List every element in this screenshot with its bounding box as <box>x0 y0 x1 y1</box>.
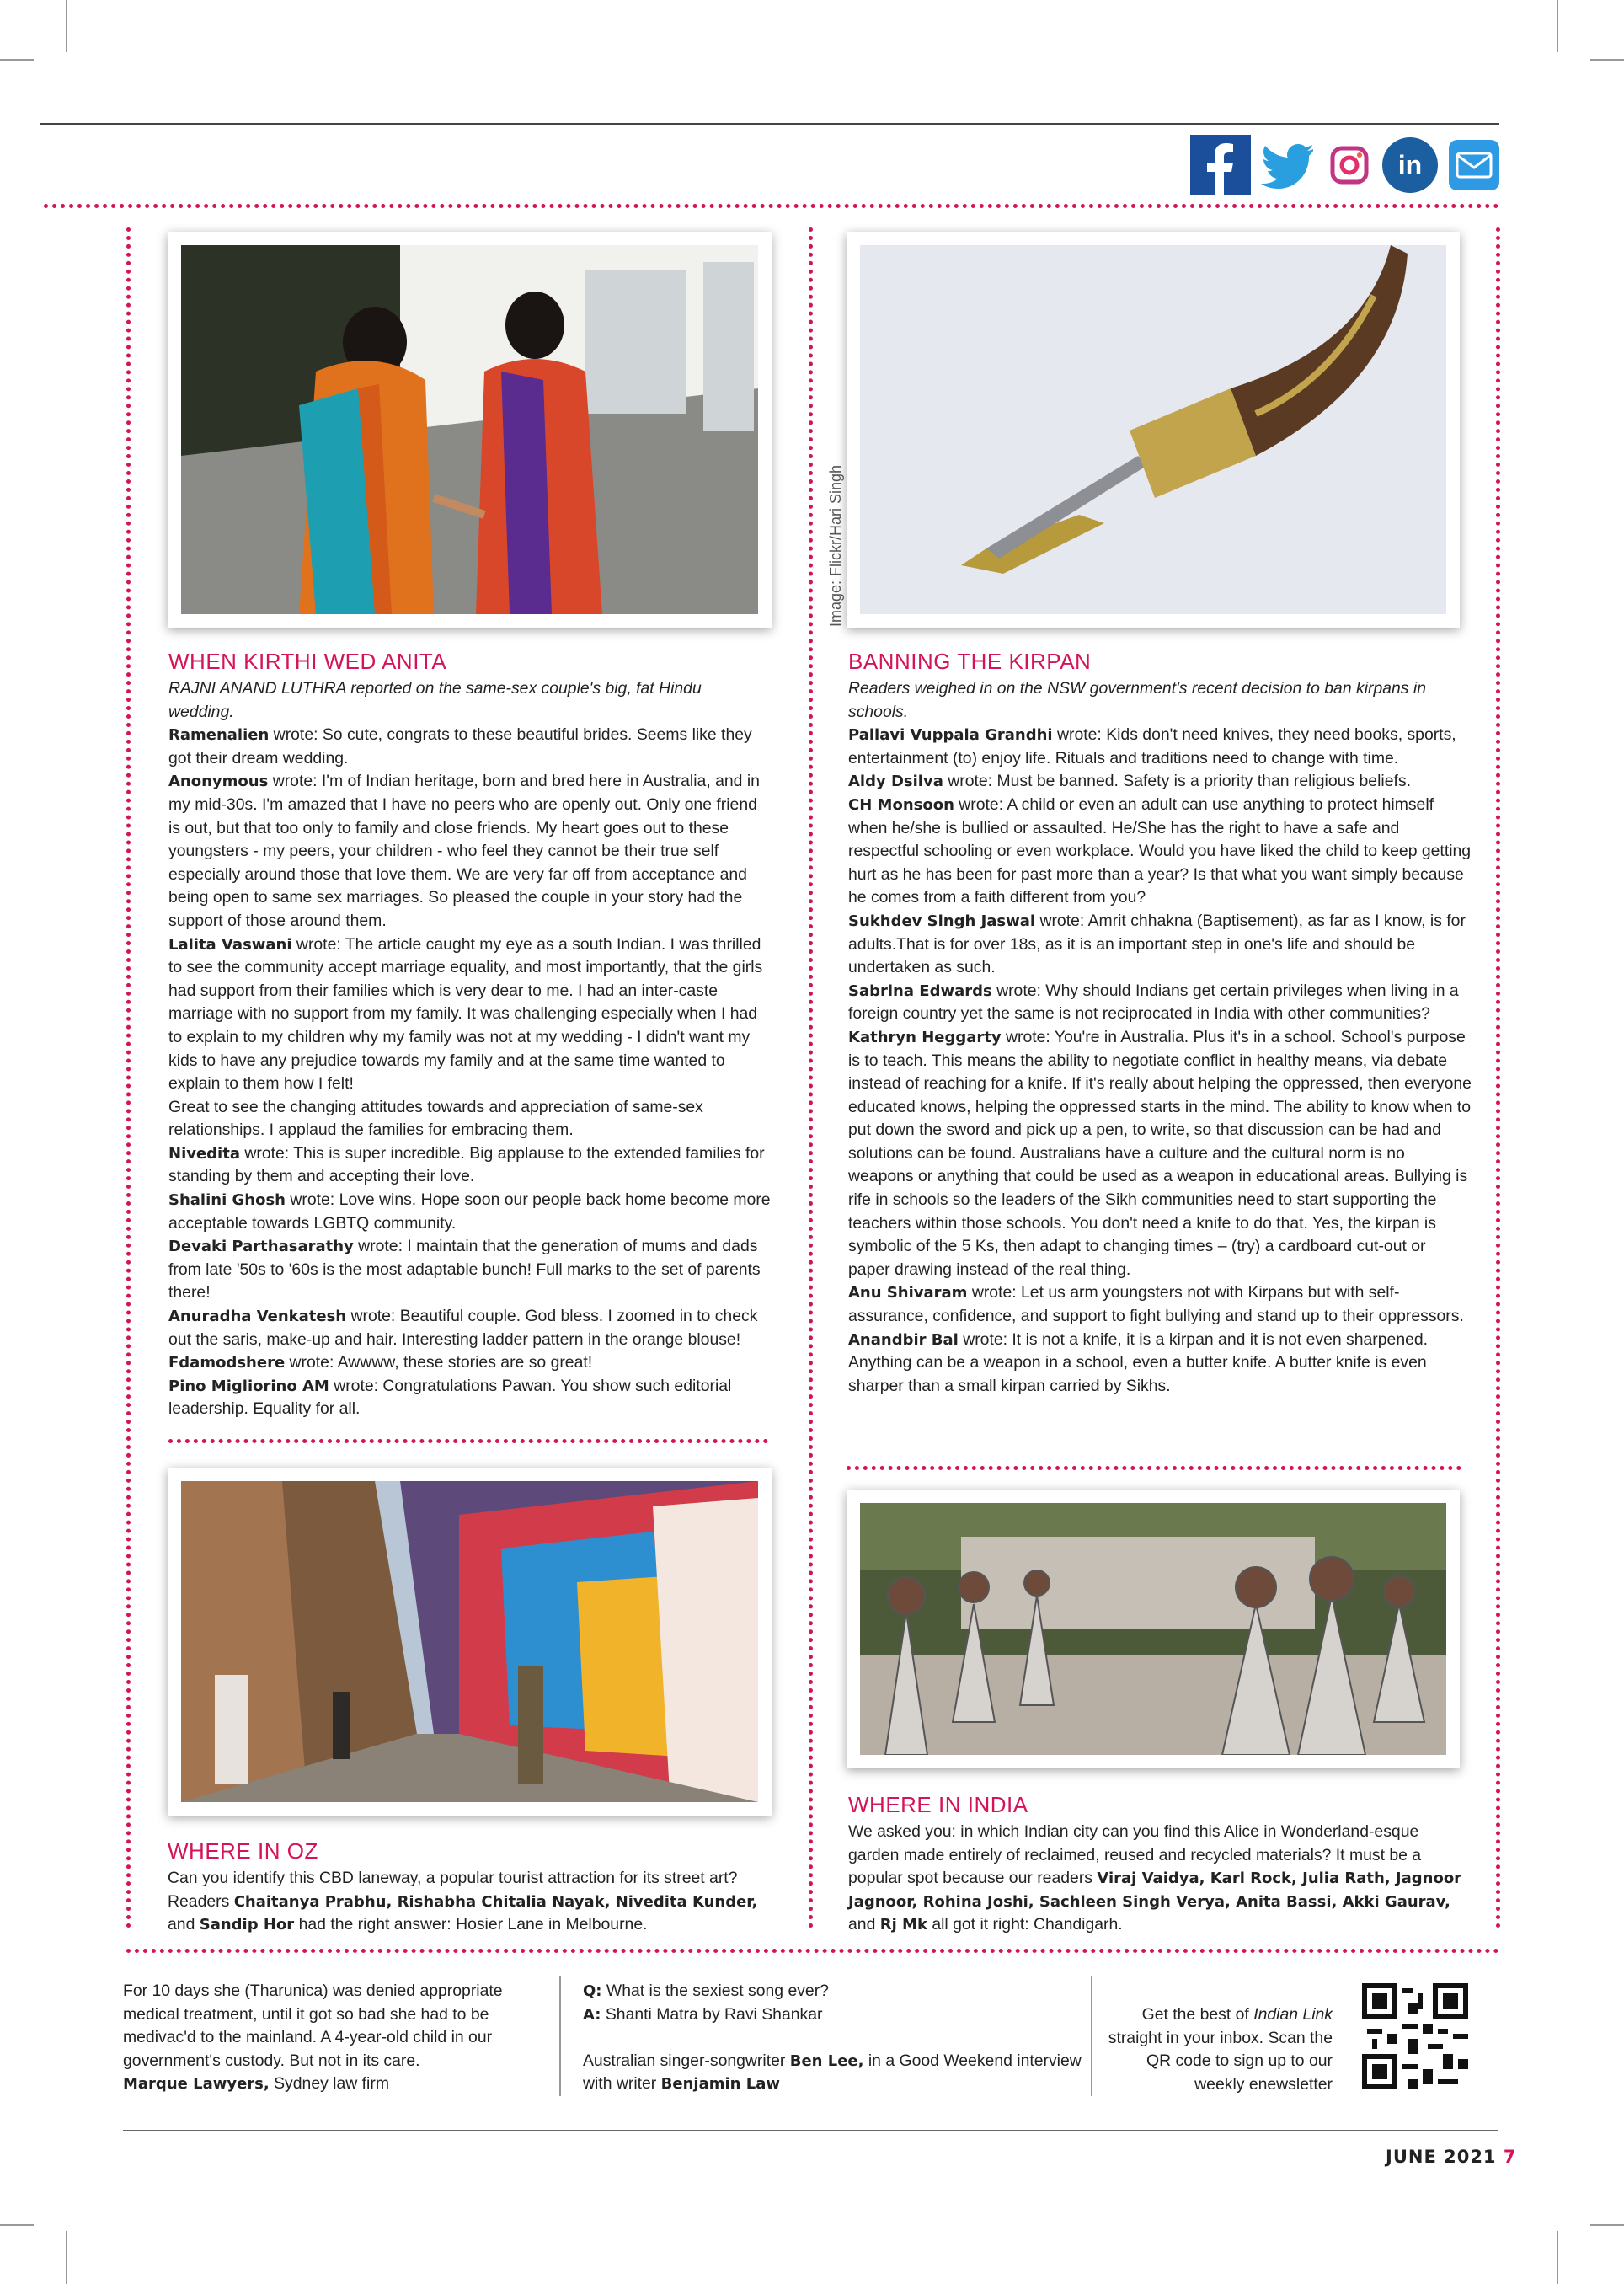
promo-text: straight in your inbox. Scan the QR code to sign up to our weekly enewsletter <box>1108 2028 1333 2094</box>
comment <box>848 1026 1472 1282</box>
commenter-name: Shalini Ghosh <box>168 1191 286 1210</box>
comment-text: wrote: You're in Australia. Plus it's in a school. School's purpose is to teach. This means the ability to negotiate conflict in healthy means, via debate instead of reaching for a knife. If it's really about helping the oppressed, then everyone educated knows, helping the oppressed starts in the mind. The ability to know when to put down the sword and pick up a pen, to write, so that discussion can be had and solutions can be found. Australians have a culture and the cultural norm is no weapons or anything that could be used as a weapon in educational areas. Bullying is rife in schools so the leaders of the Sikh communities need to start supporting the teachers within those schools. You don't need a knife to do that. Yes, the kirpan is symbolic of the 5 Ks, then adapt to changing times – (try) a cardboard cut-out or paper drawing instead of the real thing. <box>848 1027 1472 1279</box>
answer-text: and <box>848 1915 880 1934</box>
commenter-name: Lalita Vaswani <box>168 935 292 954</box>
quote-source: Marque Lawyers, <box>123 2075 270 2094</box>
comment-text: wrote: Amrit chhakna (Baptisement), as far as I know, is for adults.That is for over 18s, as it is an important step in one's life and should be undertaken as such. <box>848 911 1466 977</box>
comment <box>848 770 1472 794</box>
comment <box>848 794 1472 910</box>
crop-mark <box>1557 0 1558 52</box>
quote-text: For 10 days she (Tharunica) was denied appropriate medical treatment, until it got so bad she had to be medivac'd to the mainland. A 4-year-old child in our government's custody. But not in its care. <box>123 1982 503 2070</box>
crop-mark <box>1590 2224 1624 2226</box>
instagram-icon[interactable] <box>1319 135 1380 195</box>
commenter-name: Anonymous <box>168 773 269 791</box>
comment-text: wrote: The article caught my eye as a south Indian. I was thrilled to see the community accept marriage equality, and most importantly, that the girls had support from their families which is very dear to me. I had an inter-caste marriage with no support from my family. It was challenging especially when I had to explain to my children why my family was not at my wedding - I didn't want my kids to have any prejudice towards my family and at the same time wanted to explain to them how I felt! <box>168 934 763 1094</box>
commenter-name: Pallavi Vuppala Grandhi <box>848 726 1053 745</box>
comment-text: Great to see the changing attitudes towards and appreciation of same-sex relationships. I applaud the families for embracing them. <box>168 1097 703 1140</box>
crop-mark <box>1557 2231 1558 2284</box>
commenter-name: Kathryn Heggarty <box>848 1028 1002 1046</box>
divider-left-mid <box>168 1439 768 1443</box>
winner-names: Rj Mk <box>879 1916 927 1934</box>
commenter-name: Aldy Dsilva <box>848 773 943 791</box>
commenter-name: Anu Shivaram <box>848 1284 968 1302</box>
footer-separator <box>559 1976 561 2096</box>
email-icon[interactable] <box>1444 135 1504 195</box>
commenter-name: Devaki Parthasarathy <box>168 1238 354 1256</box>
divider-right <box>1496 227 1500 1929</box>
commenter-name: CH Monsoon <box>848 795 954 814</box>
twitter-icon[interactable] <box>1258 135 1318 195</box>
divider-top <box>44 204 1499 208</box>
commenter-name: Anandbir Bal <box>848 1330 959 1349</box>
comment-text: wrote: I maintain that the generation of mums and dads from late '50s to '60s is the most adaptable bunch! Full marks to the set of parents there! <box>168 1237 761 1302</box>
page-number: 7 <box>1503 2147 1517 2167</box>
answer-text: all got it right: Chandigarh. <box>927 1915 1123 1934</box>
section-intro: RAJNI ANAND LUTHRA reported on the same-sex couple's big, fat Hindu wedding. <box>168 679 702 721</box>
qr-code-icon[interactable] <box>1362 1983 1468 2089</box>
a-label: A: <box>583 2005 601 2024</box>
comment-text: wrote: A child or even an adult can use anything to protect himself when he/she is bullied or assaulted. He/She has the right to have a safe and respectful schooling or even workplace. Would you have liked the child to keep getting hurt as he has been for past more than a year? Is that what you want simply because he comes from a faith different from you? <box>848 794 1472 907</box>
footer-separator <box>1091 1976 1092 2096</box>
crop-mark <box>66 2231 67 2284</box>
commenter-name: Fdamodshere <box>168 1354 286 1372</box>
linkedin-icon[interactable] <box>1380 135 1440 195</box>
page-footer <box>1386 2147 1516 2167</box>
commenter-name: Sabrina Edwards <box>848 982 992 1000</box>
section-title: BANNING THE KIRPAN <box>848 649 1092 674</box>
answer-text: had the right answer: Hosier Lane in Melbourne. <box>294 1915 648 1934</box>
qa-source-name: Ben Lee, <box>789 2051 864 2070</box>
comment-text: wrote: This is super incredible. Big applause to the extended families for standing by them and accepting their love. <box>168 1143 765 1186</box>
comment-text: wrote: Kids don't need knives, they need books, sports, entertainment (to) enjoy life. Rituals and traditions need to change with time. <box>848 725 1456 768</box>
comment <box>168 770 771 933</box>
comment <box>168 933 771 1096</box>
section-body-oz <box>168 1867 774 1937</box>
photo-credit: Image: Flickr/Hari Singh <box>827 464 844 627</box>
section-intro: Readers weighed in on the NSW government's recent decision to ban kirpans in schools. <box>848 679 1426 721</box>
divider-right-mid <box>847 1466 1461 1470</box>
promo-brand: Indian Link <box>1253 2005 1333 2024</box>
footer-quote <box>123 1980 544 2096</box>
comment-text: wrote: Let us arm youngsters not with Kirpans but with self-assurance, confidence, and support to fight bullying and stand up to their oppressors. <box>848 1283 1464 1326</box>
divider-center <box>809 227 813 1929</box>
svg-text:in: in <box>1397 150 1423 180</box>
page-month: JUNE 2021 <box>1386 2147 1497 2167</box>
comment <box>168 1189 771 1235</box>
commenter-name: Sukhdev Singh Jaswal <box>848 912 1036 930</box>
comment <box>168 1096 771 1142</box>
facebook-icon[interactable] <box>1190 135 1251 195</box>
quote-source-desc: Sydney law firm <box>269 2074 389 2094</box>
comment <box>168 1142 771 1189</box>
section-title: WHERE IN OZ <box>168 1838 318 1864</box>
commenter-name: Ramenalien <box>168 726 270 745</box>
comment-text: wrote: Congratulations Pawan. You show such editorial leadership. Equality for all. <box>168 1376 732 1419</box>
comment-text: wrote: Awwww, these stories are so great! <box>285 1353 593 1372</box>
photo-laneway <box>168 1468 772 1816</box>
comment <box>168 724 771 770</box>
section-title: WHERE IN INDIA <box>848 1792 1028 1817</box>
comment-text: wrote: I'm of Indian heritage, born and bred here in Australia, and in my mid-30s. I'm amazed that I have no peers who are openly out. Only one friend is out, but that too only to family and close friends. My heart goes out to these youngsters - my peers, your children - who feel they cannot be their true self especially around those that love them. We are very far off from acceptance and being open to same sex marriages. So pleased the couple in your story had the support of those around them. <box>168 772 760 930</box>
top-rule <box>40 123 1499 125</box>
photo-rock-garden <box>847 1490 1460 1768</box>
section-body-kirthi <box>168 677 771 1421</box>
photo-kirpan <box>847 232 1460 628</box>
commenter-name: Anuradha Venkatesh <box>168 1308 347 1326</box>
crop-mark <box>1590 59 1624 61</box>
comment-text: wrote: Love wins. Hope soon our people back home become more acceptable towards LGBTQ community. <box>168 1190 771 1233</box>
comment-text: wrote: So cute, congrats to these beautiful brides. Seems like they got their dream wedding. <box>168 725 752 768</box>
winner-names: Viraj Vaidya, Karl Rock, Julia Rath, Jagnoor Jagnoor, Rohina Joshi, Sachleen Singh Verya, Anita Bassi, Akki Gaurav, <box>848 1869 1462 1911</box>
winner-names: Sandip Hor <box>199 1916 295 1934</box>
comment-text: wrote: Why should Indians get certain privileges when living in a foreign country yet the same is not reciprocated in India with other communities? <box>848 981 1459 1024</box>
quiz-answer <box>168 1867 774 1937</box>
crop-mark <box>0 59 34 61</box>
footer-promo <box>1103 2003 1333 2096</box>
comment <box>848 1281 1472 1328</box>
comment <box>848 980 1472 1026</box>
comment-text: wrote: It is not a knife, it is a kirpan and it is not even sharpened. Anything can be a weapon in a school, even a butter knife. A butter knife is even sharper than a small kirpan carried by Sikhs. <box>848 1329 1429 1395</box>
a-text: Shanti Matra by Ravi Shankar <box>601 2004 823 2024</box>
comment <box>168 1305 771 1351</box>
quiz-answer <box>848 1821 1467 1937</box>
comment <box>168 1375 771 1421</box>
comment <box>168 1235 771 1305</box>
qa-source: Australian singer-songwriter <box>583 2051 790 2070</box>
promo-text: Get the best of <box>1141 2005 1254 2024</box>
section-title: WHEN KIRTHI WED ANITA <box>168 649 447 674</box>
crop-mark <box>66 0 67 52</box>
commenter-name: Pino Migliorino AM <box>168 1377 329 1395</box>
answer-text: and <box>168 1915 200 1934</box>
comment <box>848 724 1472 770</box>
comment <box>848 1329 1472 1399</box>
comment-text: wrote: Must be banned. Safety is a priority than religious beliefs. <box>943 772 1411 791</box>
qa-source-name: Benjamin Law <box>660 2075 780 2094</box>
q-label: Q: <box>583 1982 602 2000</box>
photo-brides <box>168 232 772 628</box>
divider-left <box>126 227 131 1929</box>
q-text: What is the sexiest song ever? <box>601 1982 829 2000</box>
crop-mark <box>0 2224 34 2226</box>
comment <box>848 910 1472 980</box>
answer-text: We asked you: in which Indian city can you find this Alice in Wonderland-esque garden made entirely of reclaimed, reused and recycled materials? It must be a popular spot because our readers <box>848 1822 1422 1888</box>
qa-source: in a Good Weekend interview with writer <box>583 2051 1082 2094</box>
section-body-kirpan <box>848 677 1472 1398</box>
section-body-india <box>848 1821 1467 1937</box>
winner-names: Chaitanya Prabhu, Rishabha Chitalia Nayak, Nivedita Kunder, <box>233 1892 758 1911</box>
divider-bottom <box>126 1949 1499 1953</box>
comment-text: wrote: Beautiful couple. God bless. I zoomed in to check out the saris, make-up and hair. Interesting ladder pattern in the orange blouse! <box>168 1307 758 1349</box>
commenter-name: Nivedita <box>168 1144 240 1163</box>
answer-text: Can you identify this CBD laneway, a popular tourist attraction for its street art? Readers <box>168 1869 738 1911</box>
footer-qa <box>583 1980 1088 2096</box>
bottom-rule <box>123 2130 1498 2131</box>
comment <box>168 1351 771 1375</box>
